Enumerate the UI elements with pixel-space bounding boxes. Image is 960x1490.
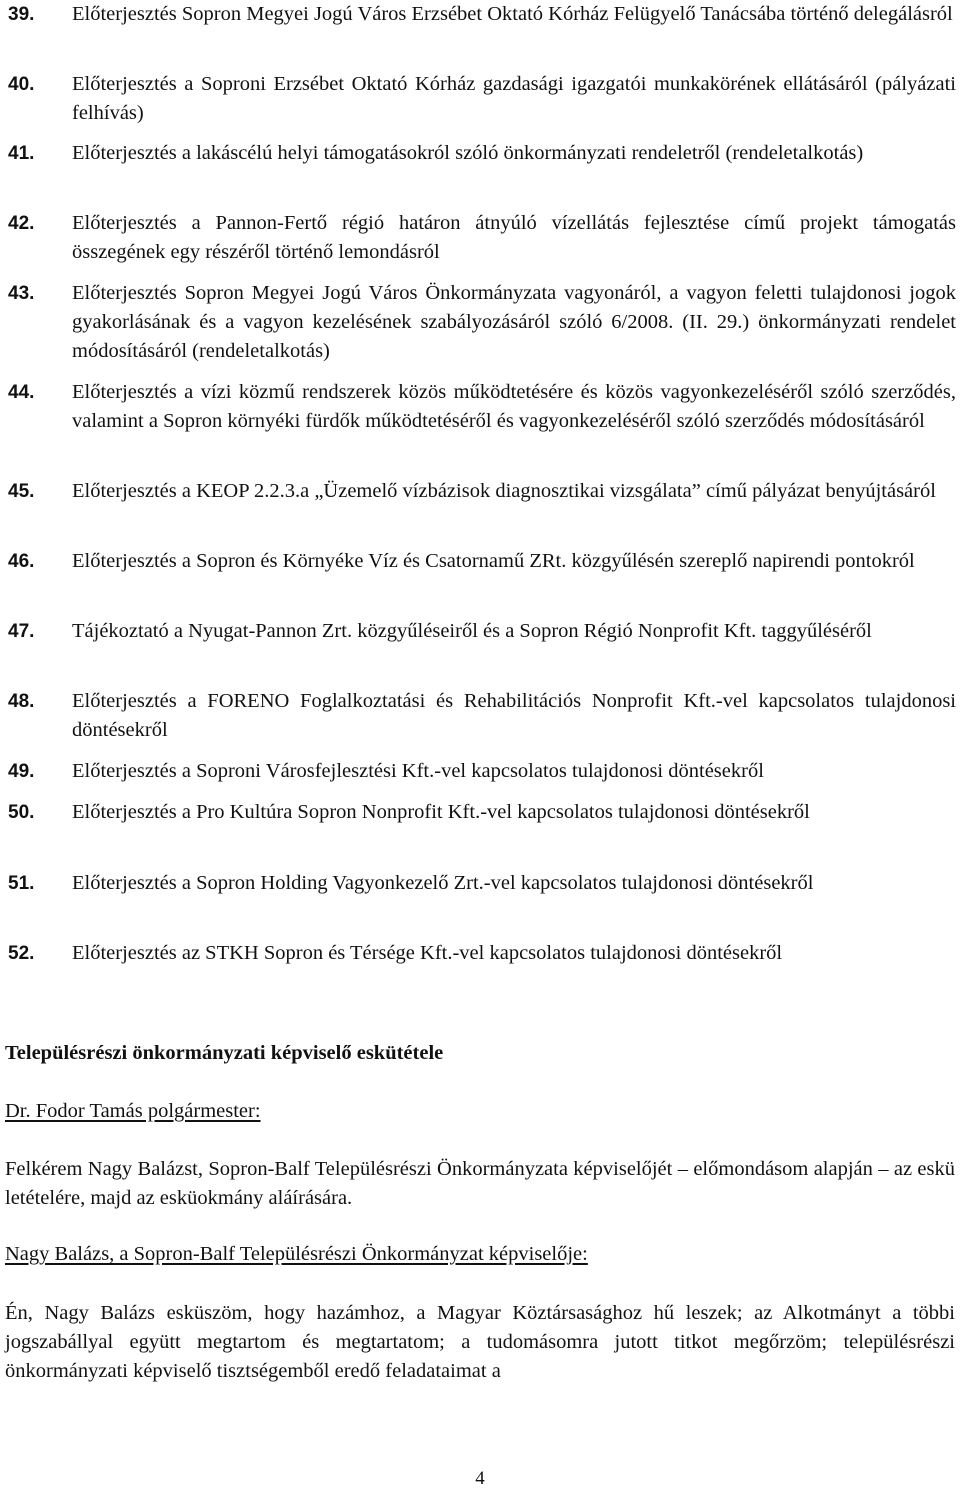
agenda-item [8, 798, 956, 827]
agenda-item-text: Előterjesztés a FORENO Foglalkoztatási és Rehabilitációs Nonprofit Kft.-vel kapcsolatos tulajdonosi döntésekről [72, 690, 956, 741]
agenda-item-number: 44. [8, 382, 35, 403]
agenda-item [8, 279, 956, 366]
agenda-item-number: 48. [8, 691, 35, 712]
agenda-item-text: Előterjesztés Sopron Megyei Jogú Város Önkormányzata vagyonáról, a vagyon feletti tulajdonosi jogok gyakorlásának és a vagyon kezelésének szabályozásáról szóló 6/2008. (II. 29.) önkormányzati rendelet módosításáról (rendeletalkotás) [72, 282, 956, 362]
speaker-mayor [5, 1097, 955, 1126]
agenda-item-text: Előterjesztés a Soproni Erzsébet Oktató Kórház gazdasági igazgatói munkakörének ellátásáról (pályázati felhívás) [72, 73, 956, 124]
mayor-statement: Felkérem Nagy Balázst, Sopron-Balf Településrészi Önkormányzata képviselőjét – előmondásom alapján – az eskü letételére, majd az esküokmány aláírására. [5, 1158, 955, 1209]
agenda-item [8, 939, 956, 968]
agenda-item-number: 50. [8, 802, 35, 823]
agenda-item-number: 41. [8, 143, 35, 164]
agenda-item-number: 40. [8, 74, 35, 95]
agenda-item-text: Előterjesztés a Soproni Városfejlesztési Kft.-vel kapcsolatos tulajdonosi döntésekről [72, 760, 764, 782]
agenda-item-number: 47. [8, 621, 35, 642]
agenda-item [8, 0, 956, 29]
agenda-item-text: Előterjesztés a vízi közmű rendszerek közös működtetésére és közös vagyonkezeléséről szóló szerződés, valamint a Sopron környéki fürdők működtetéséről és vagyonkezeléséről szóló szerződés módosításáról [72, 381, 956, 432]
agenda-item-text: Előterjesztés a KEOP 2.2.3.a „Üzemelő vízbázisok diagnosztikai vizsgálata” című pályázat benyújtásáról [72, 480, 936, 502]
agenda-item [8, 70, 956, 128]
agenda-item-number: 45. [8, 481, 35, 502]
agenda-item-number: 46. [8, 551, 35, 572]
agenda-item-number: 51. [8, 873, 35, 894]
agenda-item-text: Tájékoztató a Nyugat-Pannon Zrt. közgyűléseiről és a Sopron Régió Nonprofit Kft. taggyűléséről [72, 620, 872, 642]
agenda-item-text: Előterjesztés a Pro Kultúra Sopron Nonprofit Kft.-vel kapcsolatos tulajdonosi döntésekről [72, 801, 810, 823]
agenda-item [8, 869, 956, 898]
speaker-representative [5, 1240, 955, 1269]
agenda-item-number: 49. [8, 761, 35, 782]
agenda-item [8, 477, 956, 506]
agenda-item [8, 687, 956, 745]
agenda-item-text: Előterjesztés Sopron Megyei Jogú Város Erzsébet Oktató Kórház Felügyelő Tanácsába történő delegálásról [72, 3, 953, 25]
oath-text: Én, Nagy Balázs esküszöm, hogy hazámhoz, a Magyar Köztársasághoz hű leszek; az Alkotmányt a többi jogszabállyal együtt megtartom és megtartatom; a tudomásomra jutott titkot megőrzöm; településrészi önkormányzati képviselő tisztségemből eredő feladataimat a [5, 1302, 955, 1382]
agenda-item [8, 209, 956, 267]
agenda-item [8, 547, 956, 576]
agenda-item-text: Előterjesztés a Sopron és Környéke Víz és Csatornamű ZRt. közgyűlésén szereplő napirendi pontokról [72, 550, 915, 572]
agenda-item-text: Előterjesztés az STKH Sopron és Térsége Kft.-vel kapcsolatos tulajdonosi döntésekről [72, 942, 783, 964]
speaker-mayor-label: Dr. Fodor Tamás polgármester: [5, 1100, 261, 1122]
agenda-item-text: Előterjesztés a Sopron Holding Vagyonkezelő Zrt.-vel kapcsolatos tulajdonosi döntésekről [72, 872, 814, 894]
agenda-item-text: Előterjesztés a lakáscélú helyi támogatásokról szóló önkormányzati rendeletről (rendeletalkotás) [72, 142, 864, 164]
agenda-item-number: 52. [8, 943, 35, 964]
agenda-item [8, 617, 956, 646]
agenda-item-text: Előterjesztés a Pannon-Fertő régió határon átnyúló vízellátás fejlesztése című projekt támogatás összegének egy részéről történő lemondásról [72, 212, 956, 263]
agenda-item-number: 39. [8, 4, 35, 25]
agenda-item [8, 378, 956, 436]
speaker-representative-label: Nagy Balázs, a Sopron-Balf Településrészi Önkormányzat képviselője: [5, 1243, 588, 1265]
agenda-item-number: 42. [8, 213, 35, 234]
agenda-item [8, 757, 956, 786]
section-title: Településrészi önkormányzati képviselő eskütétele [5, 1042, 444, 1064]
agenda-item [8, 139, 956, 168]
page-number: 4 [475, 1468, 485, 1489]
agenda-item-number: 43. [8, 283, 35, 304]
